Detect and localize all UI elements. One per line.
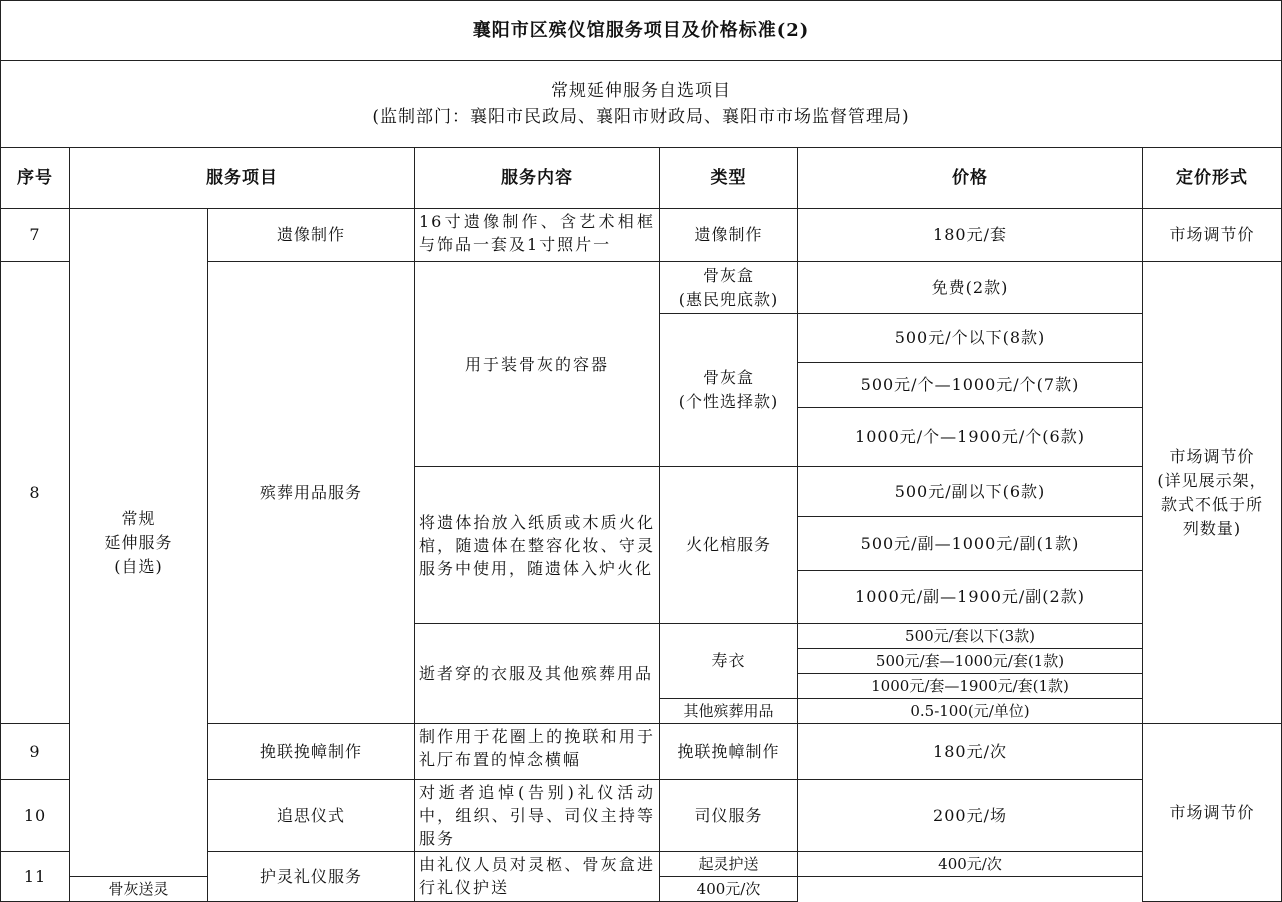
service-price: 500元/个—1000元/个(7款) bbox=[798, 363, 1143, 408]
type-line1: 骨灰盒 bbox=[702, 265, 754, 285]
category-line1: 常规 bbox=[121, 508, 156, 528]
service-price: 180元/套 bbox=[798, 209, 1143, 262]
service-price: 500元/套—1000元/套(1款) bbox=[798, 649, 1143, 674]
type-line2: (个性选择款) bbox=[678, 392, 779, 411]
page-title: 襄阳市区殡仪馆服务项目及价格标准(2) bbox=[1, 1, 1282, 61]
row-no: 8 bbox=[1, 262, 70, 724]
service-content: 16寸遗像制作、含艺术相框与饰品一套及1寸照片一 bbox=[415, 209, 660, 262]
service-content: 逝者穿的衣服及其他殡葬用品 bbox=[415, 624, 660, 724]
service-type bbox=[660, 262, 798, 314]
row-no: 9 bbox=[1, 724, 70, 780]
header-pricing: 定价形式 bbox=[1143, 148, 1282, 209]
row-no: 10 bbox=[1, 780, 70, 852]
service-item: 护灵礼仪服务 bbox=[208, 852, 415, 902]
header-no: 序号 bbox=[1, 148, 70, 209]
service-content: 对逝者追悼(告别)礼仪活动中，组织、引导、司仪主持等服务 bbox=[415, 780, 660, 852]
service-type: 挽联挽幛制作 bbox=[660, 724, 798, 780]
pricing-line1: 市场调节价 bbox=[1169, 446, 1255, 466]
service-price: 500元/副以下(6款) bbox=[798, 467, 1143, 517]
service-price: 400元/次 bbox=[660, 877, 798, 902]
category-line2: 延伸服务 bbox=[104, 532, 173, 552]
service-item: 追思仪式 bbox=[208, 780, 415, 852]
service-price: 免费(2款) bbox=[798, 262, 1143, 314]
service-price: 180元/次 bbox=[798, 724, 1143, 780]
service-type: 遗像制作 bbox=[660, 209, 798, 262]
header-type: 类型 bbox=[660, 148, 798, 209]
pricing-line3: 款式不低于所 bbox=[1161, 494, 1264, 514]
service-content: 制作用于花圈上的挽联和用于礼厅布置的悼念横幅 bbox=[415, 724, 660, 780]
service-content: 用于装骨灰的容器 bbox=[415, 262, 660, 467]
subtitle-line2: (监制部门：襄阳市民政局、襄阳市财政局、襄阳市市场监督管理局) bbox=[372, 107, 910, 127]
service-price: 500元/个以下(8款) bbox=[798, 314, 1143, 363]
service-price: 1000元/个—1900元/个(6款) bbox=[798, 408, 1143, 467]
pricing-form bbox=[1143, 262, 1282, 724]
service-type: 司仪服务 bbox=[660, 780, 798, 852]
type-line2: (惠民兜底款) bbox=[678, 289, 779, 309]
service-item: 殡葬用品服务 bbox=[208, 262, 415, 724]
header-item: 服务项目 bbox=[70, 148, 415, 209]
pricing-line4: 列数量) bbox=[1182, 518, 1242, 538]
header-price: 价格 bbox=[798, 148, 1143, 209]
service-type: 其他殡葬用品 bbox=[660, 699, 798, 724]
pricing-line2: (详见展示架， bbox=[1157, 470, 1267, 490]
category-cell bbox=[70, 209, 208, 877]
table-row bbox=[1, 209, 1282, 262]
row-no: 7 bbox=[1, 209, 70, 262]
service-price: 1000元/套—1900元/套(1款) bbox=[798, 674, 1143, 699]
service-price: 1000元/副—1900元/副(2款) bbox=[798, 571, 1143, 624]
subtitle-line1: 常规延伸服务自选项目 bbox=[551, 81, 732, 101]
service-price: 400元/次 bbox=[798, 852, 1143, 877]
service-price: 500元/套以下(3款) bbox=[798, 624, 1143, 649]
service-type: 寿衣 bbox=[660, 624, 798, 699]
type-line1: 骨灰盒 bbox=[702, 368, 754, 387]
service-price: 0.5-100(元/单位) bbox=[798, 699, 1143, 724]
subtitle bbox=[1, 61, 1282, 148]
service-type: 起灵护送 bbox=[660, 852, 798, 877]
service-price: 500元/副—1000元/副(1款) bbox=[798, 517, 1143, 571]
service-content: 由礼仪人员对灵柩、骨灰盒进行礼仪护送 bbox=[415, 852, 660, 902]
service-item: 遗像制作 bbox=[208, 209, 415, 262]
category-line3: (自选) bbox=[114, 556, 163, 576]
service-type: 骨灰送灵 bbox=[70, 877, 208, 902]
row-no: 11 bbox=[1, 852, 70, 902]
service-item: 挽联挽幛制作 bbox=[208, 724, 415, 780]
service-type: 火化棺服务 bbox=[660, 467, 798, 624]
pricing-form: 市场调节价 bbox=[1143, 724, 1282, 902]
pricing-form: 市场调节价 bbox=[1143, 209, 1282, 262]
service-type bbox=[660, 314, 798, 467]
service-price: 200元/场 bbox=[798, 780, 1143, 852]
service-content: 将遗体抬放入纸质或木质火化棺，随遗体在整容化妆、守灵服务中使用，随遗体入炉火化 bbox=[415, 467, 660, 624]
header-content: 服务内容 bbox=[415, 148, 660, 209]
